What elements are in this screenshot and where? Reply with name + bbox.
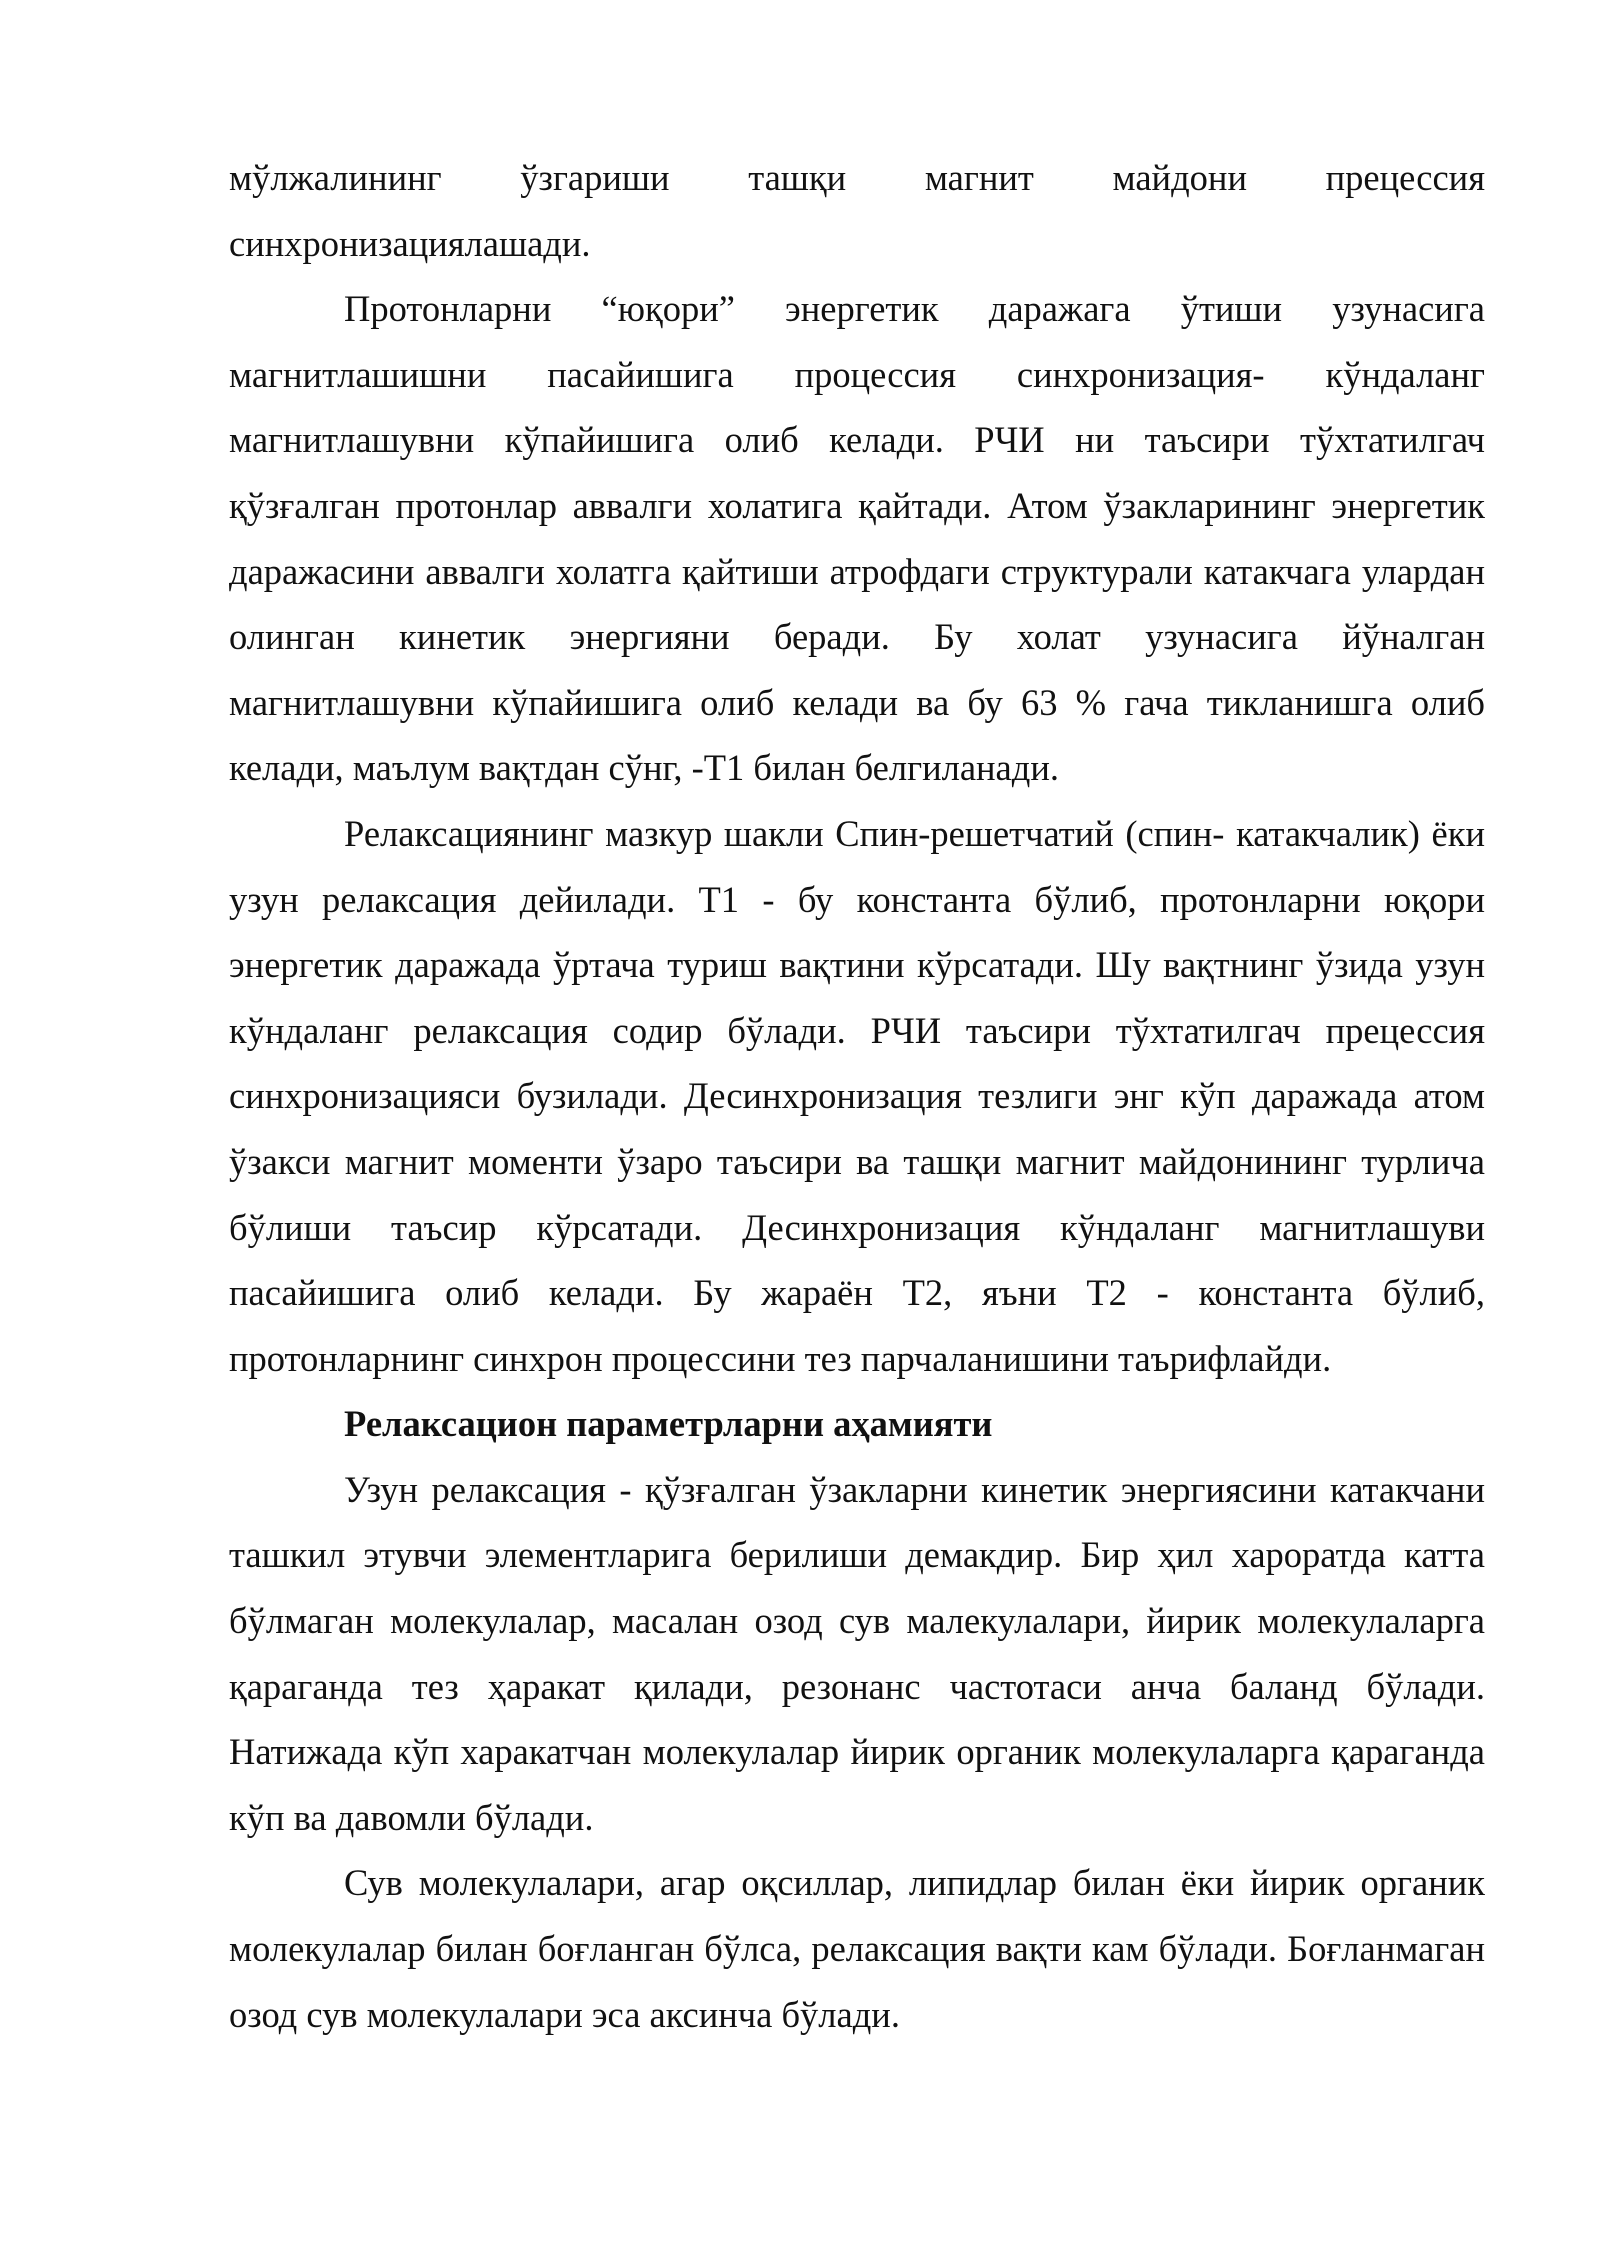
paragraph-continuation xyxy=(229,145,1485,276)
paragraph-protons: Протонларни “юқори” энергетик даражага ўтиши узунасига магнитлашишни пасайишига процессия синхронизация- кўндаланг магнитлашувни кўпайишига олиб келади. РЧИ ни таъсири тўхтатилгач қўзғалган протонлар аввалги холатига қайтади. Атом ўзакларининг энергетик даражасини аввалги холатга қайтиши атрофдаги структурали катакчага улардан олинган кинетик энергияни беради. Бу холат узунасига йўналган магнитлашувни кўпайишига олиб келади ва бу 63 % гача тикланишга олиб келади, маълум вақтдан сўнг, -Т1 билан белгиланади. xyxy=(229,288,1485,789)
paragraph-long-relaxation: Узун релаксация - қўзғалган ўзакларни кинетик энергиясини катакчани ташкил этувчи элементларига берилиши демакдир. Бир ҳил хароратда катта бўлмаган молекулалар, масалан озод сув малекулалари, йирик молекулаларга қараганда тез ҳаракат қилади, резонанс частотаси анча баланд бўлади. Натижада кўп харакатчан молекулалар йирик органик молекулаларга қараганда кўп ва давомли бўлади. xyxy=(229,1468,1485,1838)
document-body xyxy=(229,145,1485,2047)
paragraph-continuation-first-line: мўлжалининг ўзгариши ташқи магнит майдони прецессия xyxy=(229,157,1485,198)
paragraph-water-molecules: Сув молекулалари, агар оқсиллар, липидлар билан ёки йирик органик молекулалар билан боғланган бўлса, релаксация вақти кам бўлади. Боғланмаган озод сув молекулалари эса аксинча бўлади. xyxy=(229,1862,1485,2035)
section-heading: Релаксацион параметрларни аҳамияти xyxy=(344,1403,993,1445)
paragraph-continuation-rest: синхронизациялашади. xyxy=(229,222,591,264)
paragraph-relaxation-forms: Релаксациянинг мазкур шакли Спин-решетчатий (спин- катакчалик) ёки узун релаксация дейилади. Т1 - бу константа бўлиб, протонларни юқори энергетик даражада ўртача туриш вақтини кўрсатади. Шу вақтнинг ўзида узун кўндаланг релаксация содир бўлади. РЧИ таъсири тўхтатилгач прецессия синхронизацияси бузилади. Десинхронизация тезлиги энг кўп даражада атом ўзакси магнит моменти ўзаро таъсири ва ташқи магнит майдонининг турлича бўлиши таъсир кўрсатади. Десинхронизация кўндаланг магнитлашуви пасайишига олиб келади. Бу жараён Т2, яъни Т2 - константа бўлиб, протонларнинг синхрон процессини тез парчаланишини таърифлайди. xyxy=(229,812,1485,1379)
